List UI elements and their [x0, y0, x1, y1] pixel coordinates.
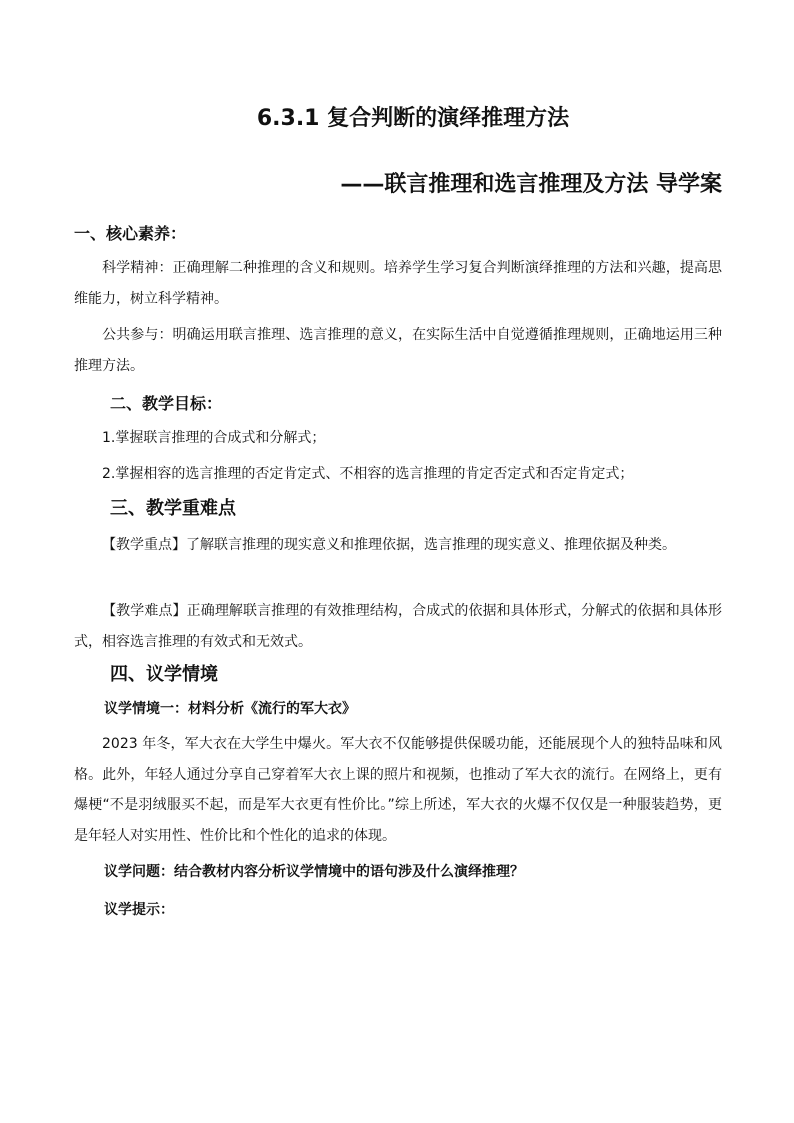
scenario-title: 议学情境一：材料分析《流行的军大衣》 — [104, 701, 356, 717]
document-title: 6.3.1 复合判断的演绎推理方法 — [256, 106, 570, 131]
section-heading-key-points: 三、教学重难点 — [110, 498, 236, 519]
paragraph-text: 科学精神：正确理解二种推理的含义和规则。培养学生学习复合判断演绎推理的方法和兴趣，提高思维能力，树立科学精神。 — [74, 260, 722, 307]
paragraph-text: 公共参与：明确运用联言推理、选言推理的意义，在实际生活中自觉遵循推理规则，正确地运用三种推理方法。 — [74, 327, 722, 374]
document-subtitle: ——联言推理和选言推理及方法 导学案 — [340, 172, 722, 197]
paragraph-scenario-material — [74, 729, 722, 851]
paragraph-text: 2023 年冬，军大衣在大学生中爆火。军大衣不仅能够提供保暖功能，还能展现个人的独特品味和风格。此外，年轻人通过分享自己穿着军大衣上课的照片和视频，也推动了军大衣的流行。在网络上，更有爆梗“不是羽绒服买不起，而是军大衣更有性价比。”综上所述，军大衣的火爆不仅仅是一种服装趋势，更是年轻人对实用性、性价比和个性化的追求的体现。 — [74, 736, 722, 844]
section-heading-teaching-goals: 二、教学目标： — [110, 394, 223, 413]
scenario-question: 议学问题：结合教材内容分析议学情境中的语句涉及什么演绎推理？ — [104, 864, 524, 880]
paragraph-teaching-difficulty — [74, 596, 722, 657]
goal-item-1: 1.掌握联言推理的合成式和分解式； — [102, 430, 326, 446]
paragraph-text: 【教学重点】了解联言推理的现实意义和推理依据，选言推理的现实意义、推理依据及种类。 — [102, 537, 676, 553]
section-heading-scenario: 四、议学情境 — [110, 664, 218, 685]
paragraph-public-participation — [74, 320, 722, 381]
paragraph-text: 【教学难点】正确理解联言推理的有效推理结构，合成式的依据和具体形式，分解式的依据和具体形式，相容选言推理的有效式和无效式。 — [74, 603, 722, 650]
paragraph-teaching-focus — [74, 530, 722, 561]
goal-item-2: 2.掌握相容的选言推理的否定肯定式、不相容的选言推理的肯定否定式和否定肯定式； — [102, 466, 634, 482]
scenario-hint: 议学提示： — [104, 902, 174, 918]
section-heading-core-literacy: 一、核心素养： — [74, 224, 187, 243]
paragraph-scientific-spirit — [74, 253, 722, 314]
